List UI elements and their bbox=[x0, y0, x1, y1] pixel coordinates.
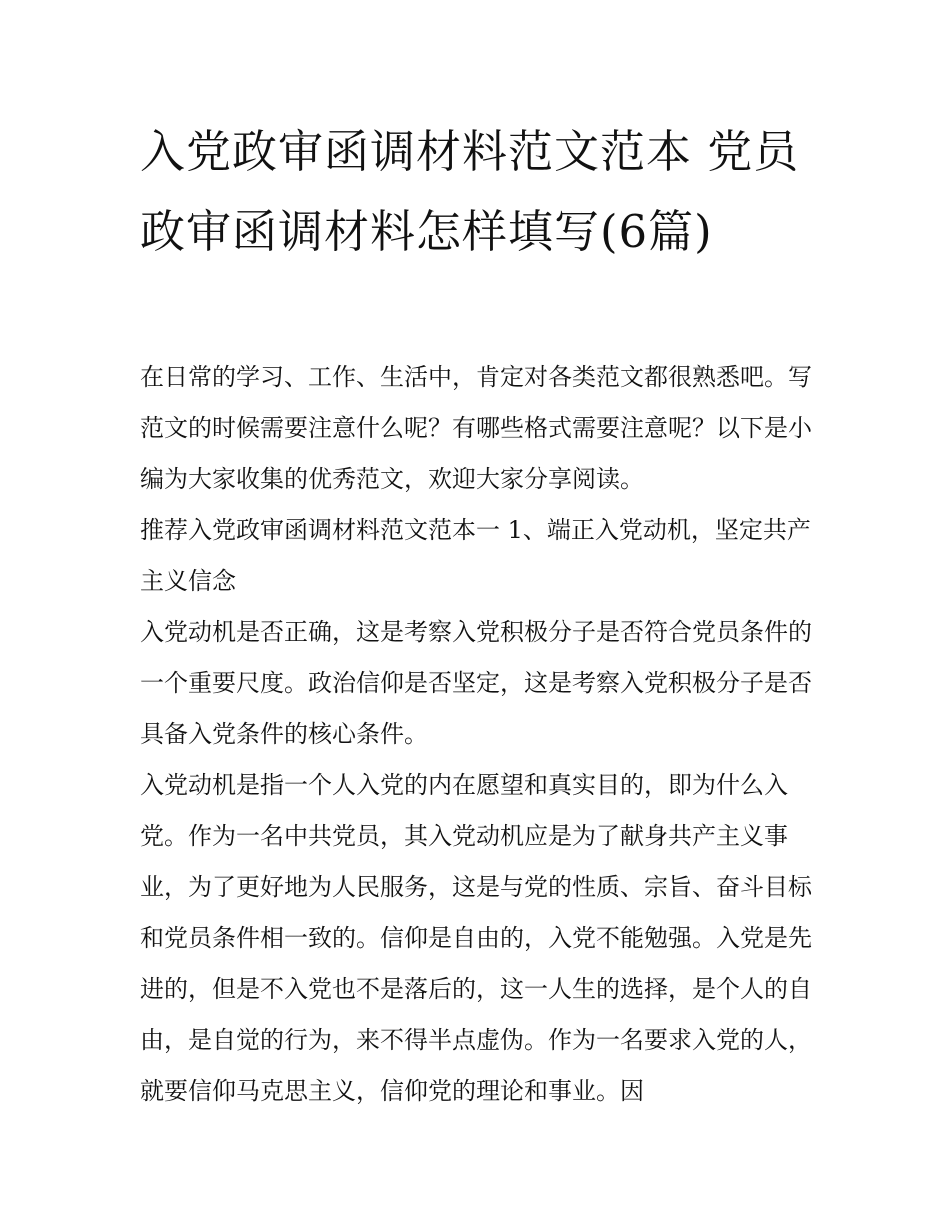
document-body bbox=[140, 352, 820, 1117]
paragraph-motive-criteria: 入党动机是否正确，这是考察入党积极分子是否符合党员条件的一个重要尺度。政治信仰是否坚定，这是考察入党积极分子是否具备入党条件的核心条件。 bbox=[140, 618, 812, 748]
document-title: 入党政审函调材料范文范本 党员政审函调材料怎样填写(6篇) bbox=[140, 125, 800, 258]
paragraph-recommend-heading: 推荐入党政审函调材料范文范本一 1、端正入党动机，坚定共产主义信念 bbox=[140, 516, 811, 595]
paragraph-intro: 在日常的学习、工作、生活中，肯定对各类范文都很熟悉吧。写范文的时候需要注意什么呢？有哪些格式需要注意呢？以下是小编为大家收集的优秀范文，欢迎大家分享阅读。 bbox=[140, 363, 812, 493]
paragraph-motive-definition: 入党动机是指一个人入党的内在愿望和真实目的，即为什么入党。作为一名中共党员，其入党动机应是为了献身共产主义事业，为了更好地为人民服务，这是与党的性质、宗旨、奋斗目标和党员条件相一致的。信仰是自由的，入党不能勉强。入党是先进的，但是不入党也不是落后的，这一人生的选择，是个人的自由，是自觉的行为，来不得半点虚伪。作为一名要求入党的人，就要信仰马克思主义，信仰党的理论和事业。因 bbox=[140, 771, 812, 1105]
